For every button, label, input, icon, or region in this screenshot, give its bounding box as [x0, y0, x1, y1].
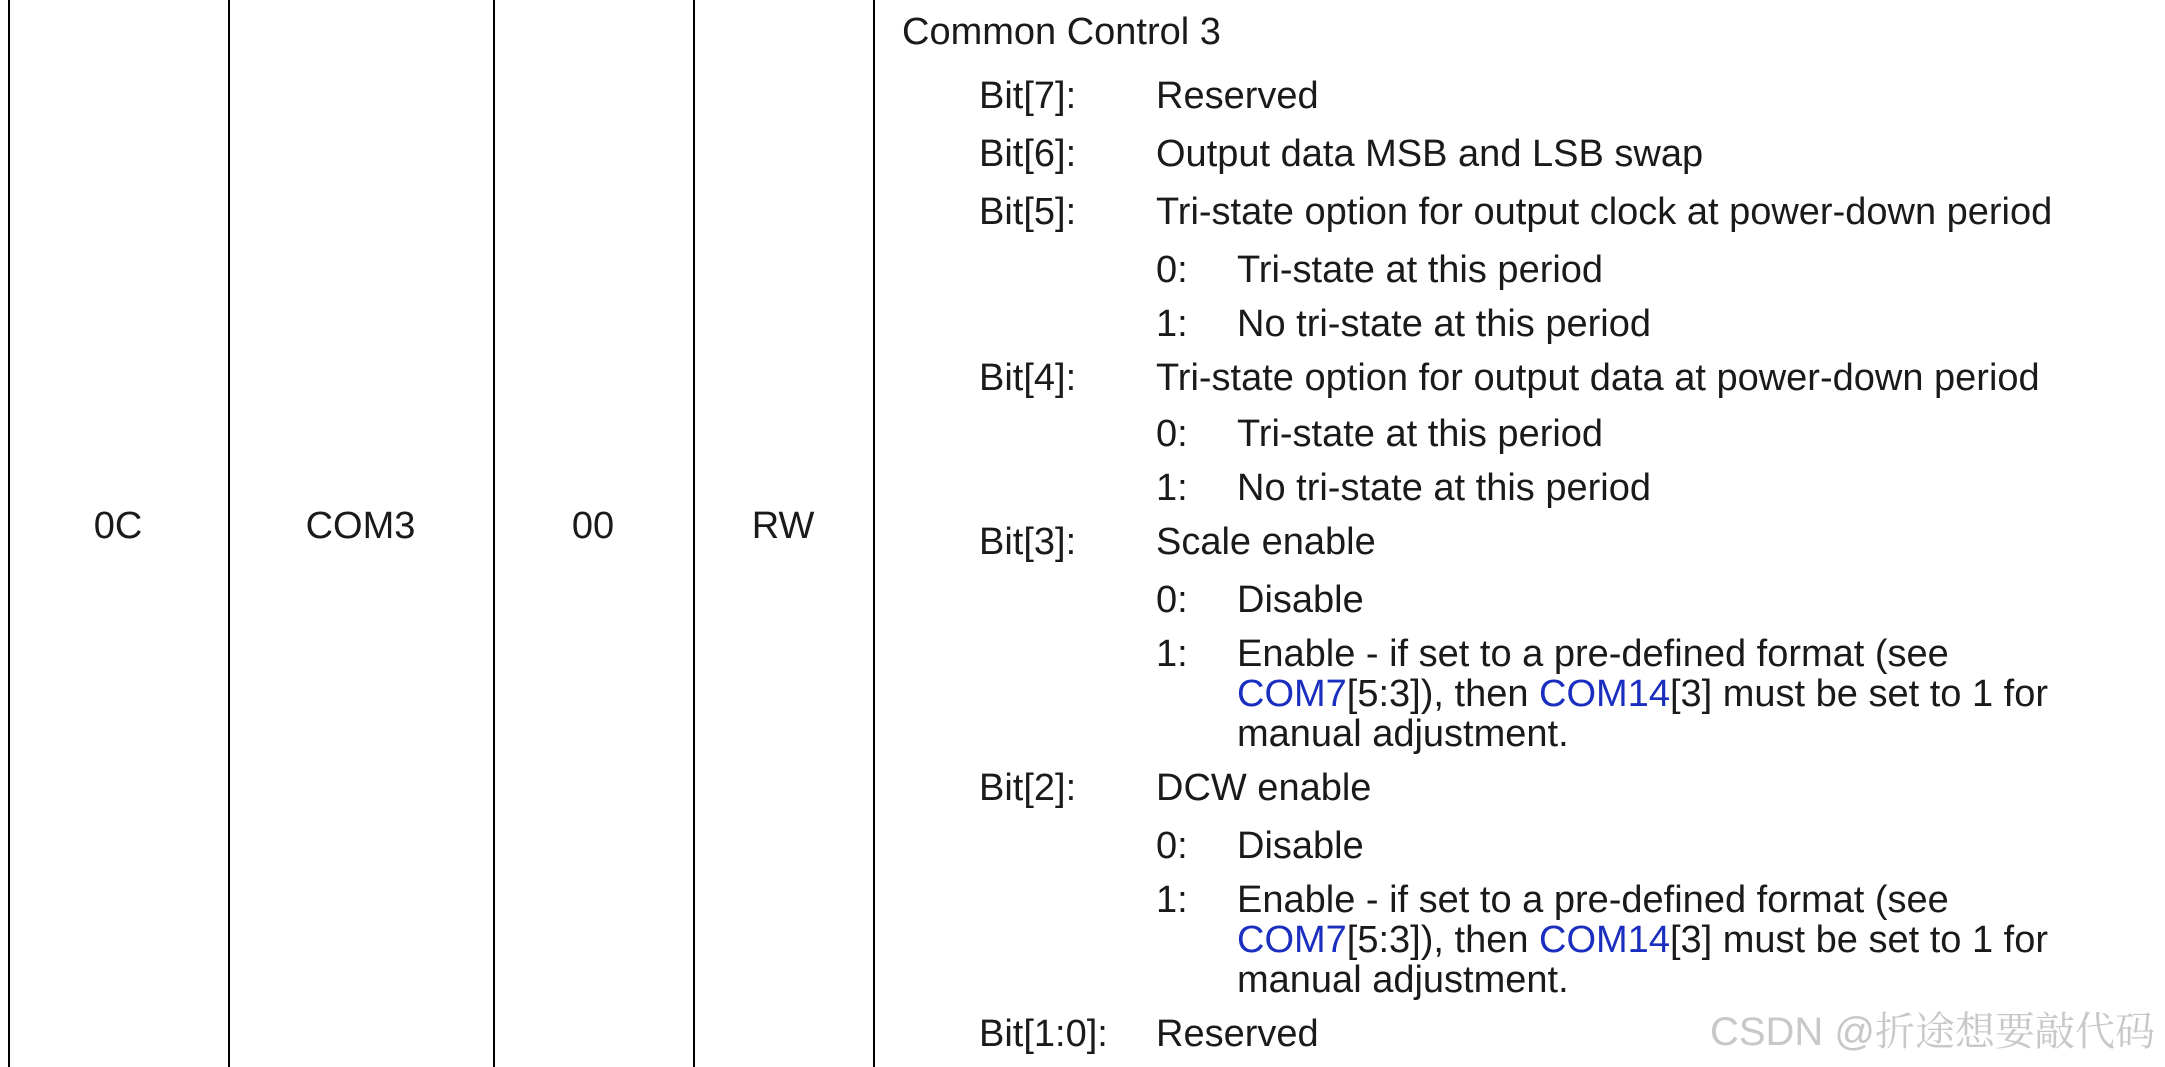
description-title: Common Control 3 — [902, 11, 1221, 53]
bit3-option0-text: Disable — [1237, 579, 1364, 621]
bit1-0-label: Bit[1:0]: — [979, 1013, 1108, 1055]
bit4-text: Tri-state option for output data at power-down period — [1156, 357, 2040, 399]
bit3-option1-line2: COM7[5:3]), then COM14[3] must be set to 1 for — [1237, 673, 2049, 715]
bit4-option0-text: Tri-state at this period — [1237, 413, 1604, 455]
bit2-option1-key: 1: — [1156, 879, 1188, 921]
bit2-option1-line2: COM7[5:3]), then COM14[3] must be set to 1 for — [1237, 919, 2049, 961]
register-address: 0C — [93, 505, 143, 547]
com7-link[interactable]: COM7 — [1237, 673, 1347, 715]
bit3-option1-line3: manual adjustment. — [1237, 713, 1569, 755]
bit4-option0-key: 0: — [1156, 413, 1188, 455]
bit7-text: Reserved — [1156, 75, 1319, 117]
watermark: CSDN @折途想要敲代码 — [1709, 1010, 2155, 1054]
bit3-text: Scale enable — [1156, 521, 1376, 563]
bit5-label: Bit[5]: — [979, 191, 1077, 233]
bit3-option1-key: 1: — [1156, 633, 1188, 675]
bit2-option1-line1: Enable - if set to a pre-defined format (see — [1237, 879, 1949, 921]
bit5-option0-key: 0: — [1156, 249, 1188, 291]
bit4-label: Bit[4]: — [979, 357, 1077, 399]
register-default-value: 00 — [571, 505, 615, 547]
bit2-option0-text: Disable — [1237, 825, 1364, 867]
bit6-text: Output data MSB and LSB swap — [1156, 133, 1704, 175]
bit3-option0-key: 0: — [1156, 579, 1188, 621]
bit2-text: DCW enable — [1156, 767, 1372, 809]
column-border — [873, 0, 875, 1067]
bit4-option1-key: 1: — [1156, 467, 1188, 509]
bit5-option1-text: No tri-state at this period — [1237, 303, 1651, 345]
bit3-label: Bit[3]: — [979, 521, 1077, 563]
bit5-option0-text: Tri-state at this period — [1237, 249, 1604, 291]
com7-link[interactable]: COM7 — [1237, 919, 1347, 961]
com14-link[interactable]: COM14 — [1539, 673, 1670, 715]
bit1-0-text: Reserved — [1156, 1013, 1319, 1055]
bit2-option0-key: 0: — [1156, 825, 1188, 867]
register-access-mode: RW — [751, 505, 815, 547]
bit2-option1-line3: manual adjustment. — [1237, 959, 1569, 1001]
bit4-option1-text: No tri-state at this period — [1237, 467, 1651, 509]
bit3-option1-line1: Enable - if set to a pre-defined format (see — [1237, 633, 1949, 675]
bit7-label: Bit[7]: — [979, 75, 1077, 117]
register-name: COM3 — [305, 505, 416, 547]
bit2-label: Bit[2]: — [979, 767, 1077, 809]
bit5-text: Tri-state option for output clock at power-down period — [1156, 191, 2053, 233]
bit5-option1-key: 1: — [1156, 303, 1188, 345]
bit6-label: Bit[6]: — [979, 133, 1077, 175]
com14-link[interactable]: COM14 — [1539, 919, 1670, 961]
